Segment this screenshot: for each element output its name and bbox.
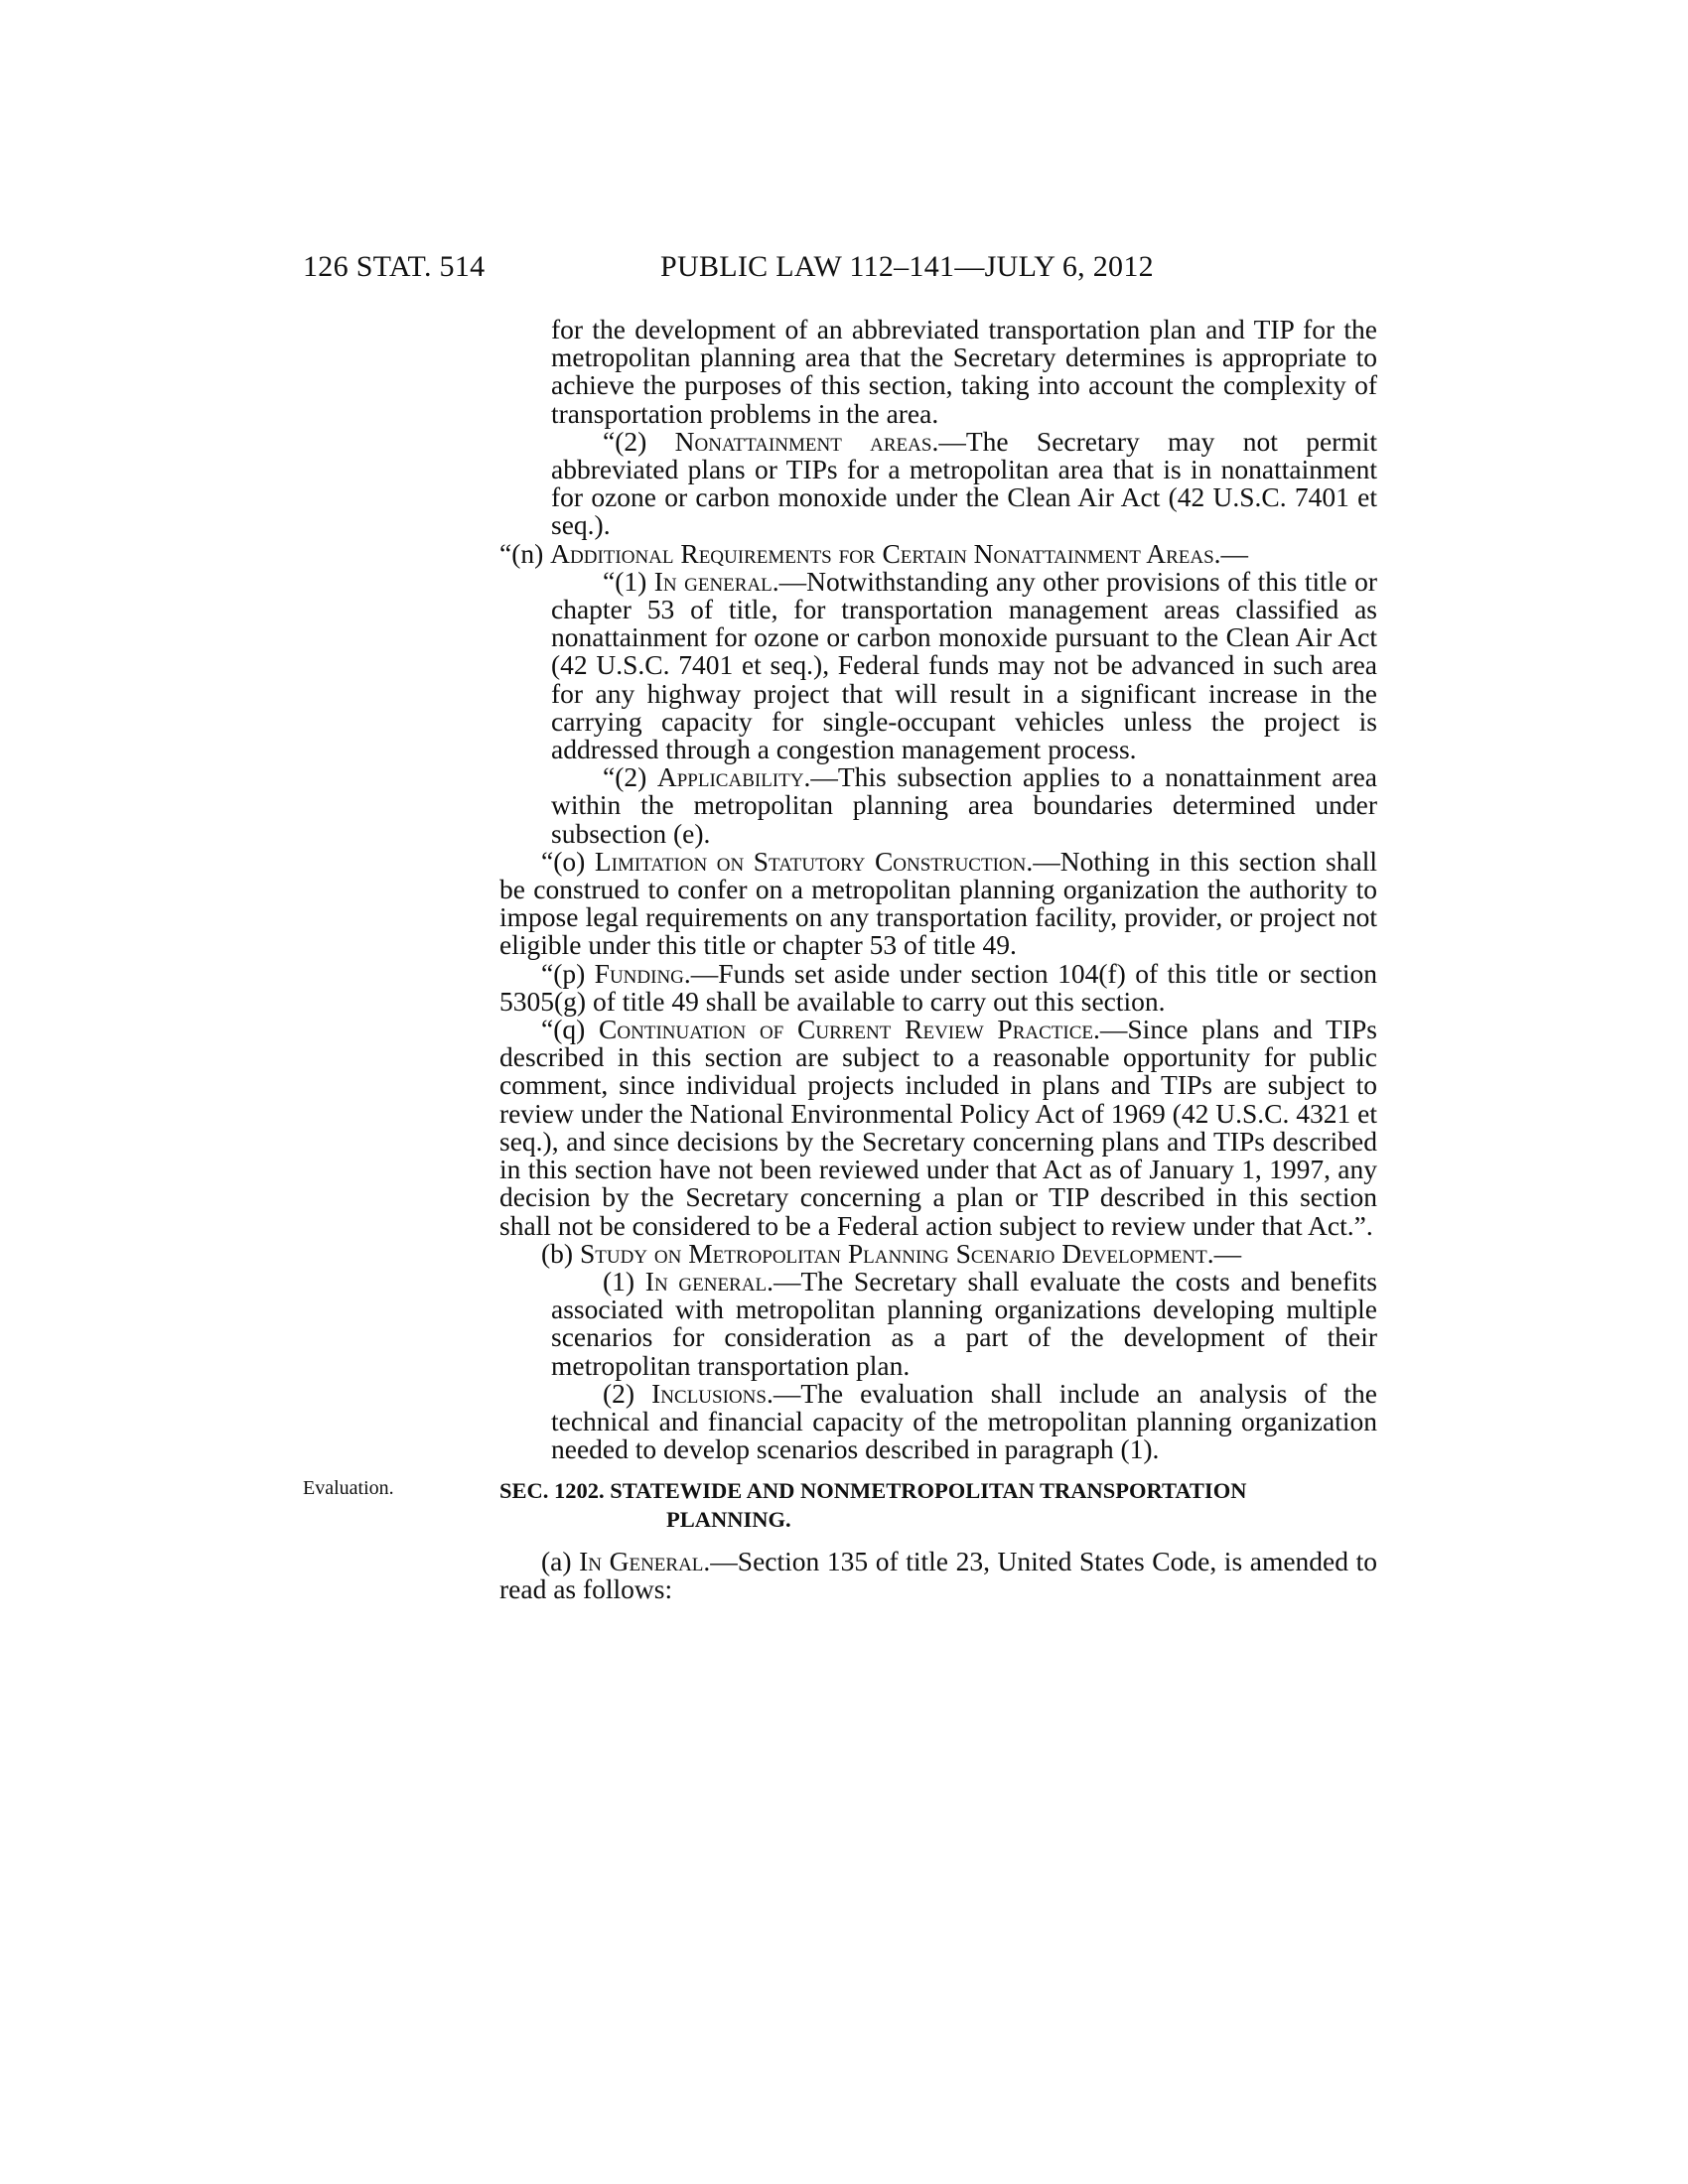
paragraph-heading: Limitation on Statutory Construction [594,845,1027,877]
paragraph-number: (2) [603,1377,652,1409]
paragraph-heading: In general [644,1265,768,1297]
paragraph-heading: In general [653,565,773,597]
subsection [499,845,1377,961]
page-stat-citation: 126 STAT. 514 [303,250,486,283]
margin-note: Evaluation. [303,1477,394,1499]
subsection [499,1545,1377,1604]
paragraph-text: .—The evaluation shall include an analysis of the technical and financial capacity of the metropolitan planning organization needed to develop scenarios described in paragraph (1). [551,1377,1377,1465]
paragraph-heading: In General [579,1545,704,1576]
paragraph-heading: Nonattainment areas [674,425,932,457]
section-heading-line: SEC. 1202. STATEWIDE AND NONMETROPOLITAN TRANSPORTATION [499,1478,1247,1504]
paragraph-number: (b) [541,1237,580,1269]
paragraph-text: .—Nothing in this section shall be construed to confer on a metropolitan planning organization the authority to impose legal requirements on any transportation facility, provider, or project not eligible under this title or chapter 53 of title 49. [499,845,1377,961]
paragraph-text: .— [1213,537,1249,569]
running-head-title: PUBLIC LAW 112–141—JULY 6, 2012 [660,250,1154,283]
paragraph-text: .—Since plans and TIPs described in this section are subject to a reasonable opportunity for public comment, since individual projects included in plans and TIPs are subject to review under the National Environmental Policy Act of 1969 (42 U.S.C. 4321 et seq.), and since decisions by the Secretary concerning plans and TIPs described in this section have not been reviewed under that Act as of January 1, 1997, any decision by the Secretary concerning a plan or TIP described in this section shall not be considered to be a Federal action subject to review under that Act.”. [499,1014,1377,1241]
paragraph [499,425,1377,541]
subsection [499,1016,1377,1240]
paragraph-heading: Inclusions [651,1377,767,1409]
paragraph-heading: Additional Requirements for Certain Nonattainment Areas [550,537,1214,569]
paragraph-text: .—The Secretary may not permit abbreviated plans or TIPs for a metropolitan area that is in nonattainment for ozone or carbon monoxide under the Clean Air Act (42 U.S.C. 7401 et seq.). [551,425,1377,541]
paragraph: for the development of an abbreviated transportation plan and TIP for the metropolitan planning area that the Secretary determines is appropriate to achieve the purposes of this section, taking into account the complexity of transportation problems in the area. [551,314,1377,429]
paragraph-number: “(q) [541,1014,600,1045]
subsection [499,537,1377,569]
paragraph-number: “(2) [603,761,657,793]
paragraph-text: .—Section 135 of title 23, United States Code, is amended to read as follows: [499,1545,1377,1604]
paragraph-text: .—Funds set aside under section 104(f) of this title or section 5305(g) of title 49 shall be available to carry out this section. [499,957,1377,1017]
paragraph-number: “(o) [541,845,595,877]
paragraph-text: .—This subsection applies to a nonattainment area within the metropolitan planning area boundaries determined under subsection (e). [551,761,1377,849]
paragraph-heading: Continuation of Current Review Practice [599,1014,1094,1045]
paragraph-number: (a) [541,1545,580,1576]
paragraph-heading: Applicability [656,761,804,793]
paragraph [499,1265,1377,1381]
section-heading [499,1477,1377,1533]
subsection [499,957,1377,1017]
paragraph-text: .— [1206,1237,1242,1269]
paragraph-number: “(1) [603,565,654,597]
main-text-column [499,316,1377,1603]
paragraph-number: “(p) [541,957,595,989]
paragraph-heading: Study on Metropolitan Planning Scenario Development [579,1237,1207,1269]
paragraph-number: (1) [603,1265,645,1297]
paragraph-text: .—Notwithstanding any other provisions of this title or chapter 53 of title, for transportation management areas classified as nonattainment for ozone or carbon monoxide pursuant to the Clean Air Act (42 U.S.C. 7401 et seq.), Federal funds may not be advanced in such area for any highway project that will result in a significant increase in the carrying capacity for single-occupant vehicles unless the project is addressed through a congestion management process. [551,565,1377,765]
section-heading-line: PLANNING. [666,1506,791,1532]
paragraph-heading: Funding [594,957,684,989]
paragraph-number: “(n) [499,537,551,569]
paragraph [499,1377,1377,1465]
paragraph [499,565,1377,765]
paragraph [499,763,1377,848]
subsection [499,1237,1377,1269]
paragraph-number: “(2) [603,425,675,457]
paragraph-text: .—The Secretary shall evaluate the costs and benefits associated with metropolitan planning organizations developing multiple scenarios for consideration as a part of the development of their metropolitan transportation plan. [551,1265,1377,1381]
